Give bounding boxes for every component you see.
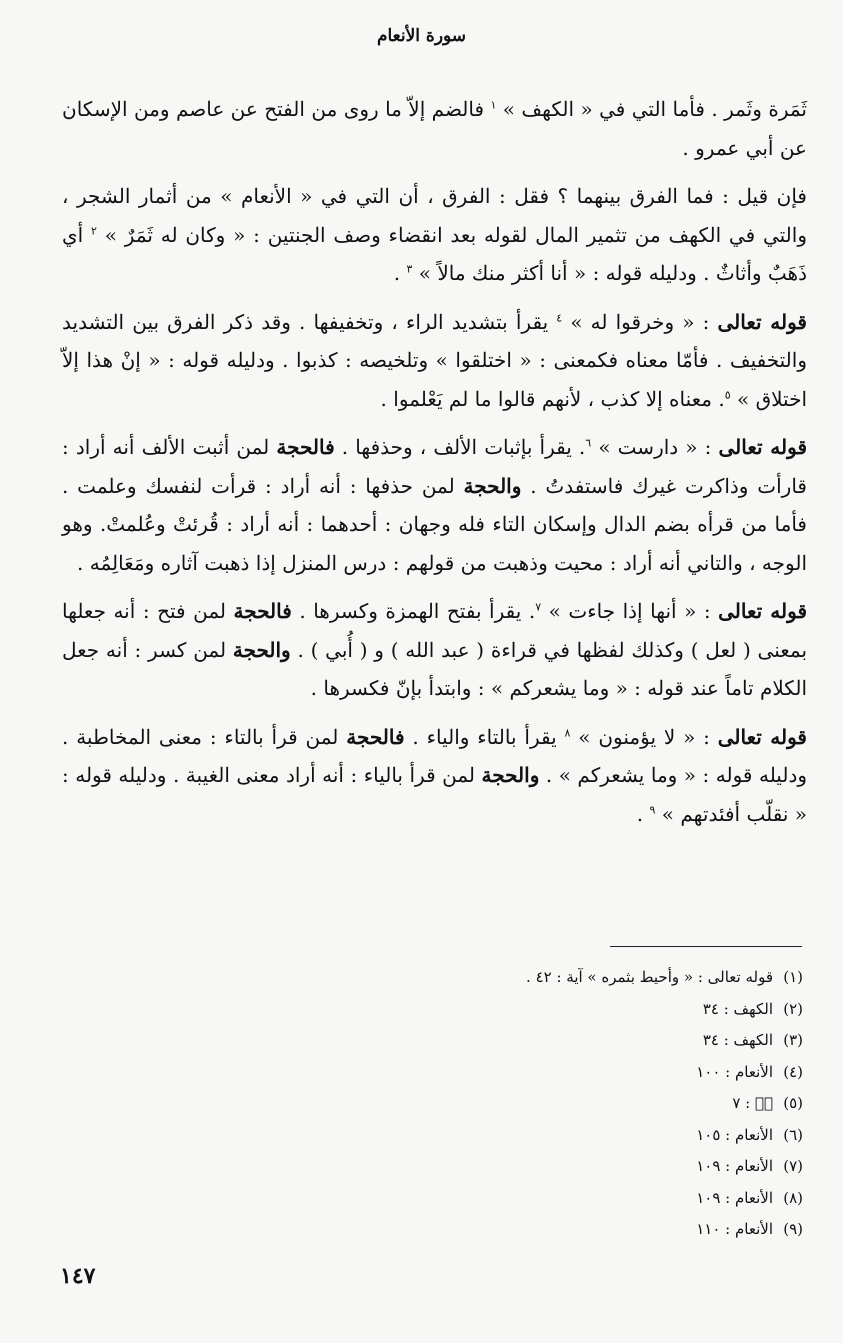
footnote-text: صۤ : ٧ [732,1094,773,1112]
footnote [200,1183,803,1215]
footnote-number: (٥) [783,1094,803,1112]
paragraph [62,177,807,293]
bold-heading: قوله تعالى [717,309,807,334]
page-header-title: سورة الأنعام [376,26,467,46]
bold-term: والحجة [463,473,522,498]
footnote [200,1214,803,1246]
text-run: لمن قرأ بالتاء : معنى المخاطبة . ودليله قوله : « وما يشعركم » . [62,724,808,787]
bold-term: والحجة [481,763,540,787]
footnote-text: الأنعام : ١٠٠ [696,1062,773,1081]
footnote-text: الأنعام : ١٠٩ [696,1157,773,1175]
text-run: : « دارست » [591,435,719,459]
paragraph [62,303,807,419]
text-run: يقرأ بالتاء والياء . [404,724,565,749]
footnote-number: (٧) [783,1157,803,1175]
footnote-number: (٦) [783,1125,803,1144]
text-run: : « لا يؤمنون » [570,724,718,749]
footnote [200,1151,803,1183]
footnote-number: (٩) [783,1220,803,1238]
text-run: فإن قيل : فما الفرق بينهما ؟ فقل : الفرق ، أن التي في « الأنعام » من أثمار الشجر ، والتي في الكهف من تثمير المال لقوله بعد انقضاء وصف الجنتين : « وكان له ثَمَرٌ » [62,184,807,247]
paragraph [62,718,807,834]
paragraph [62,592,807,708]
text-run: . [393,261,407,285]
bold-heading: قوله تعالى [718,435,808,459]
footnote-number: (٤) [783,1062,803,1081]
text-run: . [636,801,650,826]
text-run: . يقرأ بفتح الهمزة وكسرها . [291,599,536,623]
footnote [200,994,803,1026]
footnote-ref: ٧ [535,600,542,614]
text-run: أي ذَهَبٌ وأثاثٌ . ودليله قوله : « أنا أكثر منك مالاً » [62,222,807,285]
footnote-ref: ٤ [556,310,563,324]
text-run: لمن كسر : أنه جعل الكلام تاماً عند قوله : « وما يشعركم » : وابتدأ بإنّ فكسرها . [62,637,807,700]
bold-heading: قوله تعالى [717,724,807,749]
text-run: . يقرأ بإثبات الألف ، وحذفها . [334,435,586,459]
bold-term: فالحجة [233,599,292,623]
text-run: يقرأ بتشديد الراء ، وتخفيفها . وقد ذكر الفرق بين التشديد والتخفيف . فأمّا معناه فكمعنى : « اختلقوا » وتلخيصه : كذبوا . ودليله قوله : « إنْ هذا إلاّ اختلاق » [62,309,807,411]
footnote-text: الأنعام : ١١٠ [696,1220,773,1238]
footnote-ref: ٦ [585,436,592,450]
main-text [62,90,807,843]
paragraph [62,428,807,582]
footnote-ref: ١ [490,98,497,112]
bold-heading: قوله تعالى [718,599,808,623]
footnote-ref: ٥ [724,387,731,401]
text-run: : « وخرقوا له » [562,309,718,334]
footnote-number: (٣) [783,1031,803,1049]
bold-term: فالحجة [276,435,335,459]
text-run: لمن أثبت الألف أنه أراد : قارأت وذاكرت غيرك فاستفدتُ . [62,435,807,498]
footnote-divider [610,946,802,947]
footnote [200,1025,803,1057]
footnotes [200,962,803,1246]
footnote-ref: ٢ [91,223,97,237]
footnote-text: الأنعام : ١٠٩ [696,1188,773,1207]
bold-term: فالحجة [346,724,405,749]
footnote-ref: ٨ [564,725,571,739]
footnote-text: قوله تعالى : « وأحيط بثمره » آية : ٤٢ . [526,968,773,986]
footnote [200,962,803,994]
footnote-number: (٢) [783,999,803,1018]
paragraph [62,90,807,167]
text-run: لمن قرأ بالياء : أنه أراد معنى الغيبة . ودليله قوله : « نقلّب أفئدتهم » [62,763,807,826]
text-run: لمن حذفها : أنه أراد : قرأت لنفسك وعلمت . فأما من قرأه بضم الدال وإسكان التاء فله وجهان : أحدهما : أنه أراد : قُرئتْ وعُلمتْ. وهو الوجه ، والتاني أنه أراد : محيت وذهبت من قولهم : درس المنزل إذا ذهبت آثاره ومَعَالِمُه . [62,473,807,575]
footnote [200,1057,803,1089]
footnote-text: الأنعام : ١٠٥ [696,1125,773,1144]
footnote [200,1120,803,1152]
page-number: ١٤٧ [60,1263,96,1289]
text-run: . معناه إلا كذب ، لأنهم قالوا ما لم يَعْلموا . [380,386,725,411]
footnote-text: الكهف : ٣٤ [702,999,773,1018]
text-run: لمن فتح : أنه جعلها بمعنى ( لعل ) وكذلك لفظها في قراءة ( عبد الله ) و ( أُبي ) . [62,599,808,662]
bold-term: والحجة [232,637,291,662]
text-run: : « أنها إذا جاءت » [541,599,719,623]
footnote-ref: ٩ [649,802,656,816]
footnote-ref: ٣ [406,262,413,276]
footnote [200,1088,803,1120]
footnote-number: (١) [783,968,803,986]
footnote-text: الكهف : ٣٤ [702,1031,773,1049]
text-run: فالضم إلاّ ما روى من الفتح عن عاصم ومن الإسكان عن أبي عمرو . [62,97,807,160]
text-run: ثَمَرة وثَمر . فأما التي في « الكهف » [496,97,807,121]
footnote-number: (٨) [783,1188,803,1207]
